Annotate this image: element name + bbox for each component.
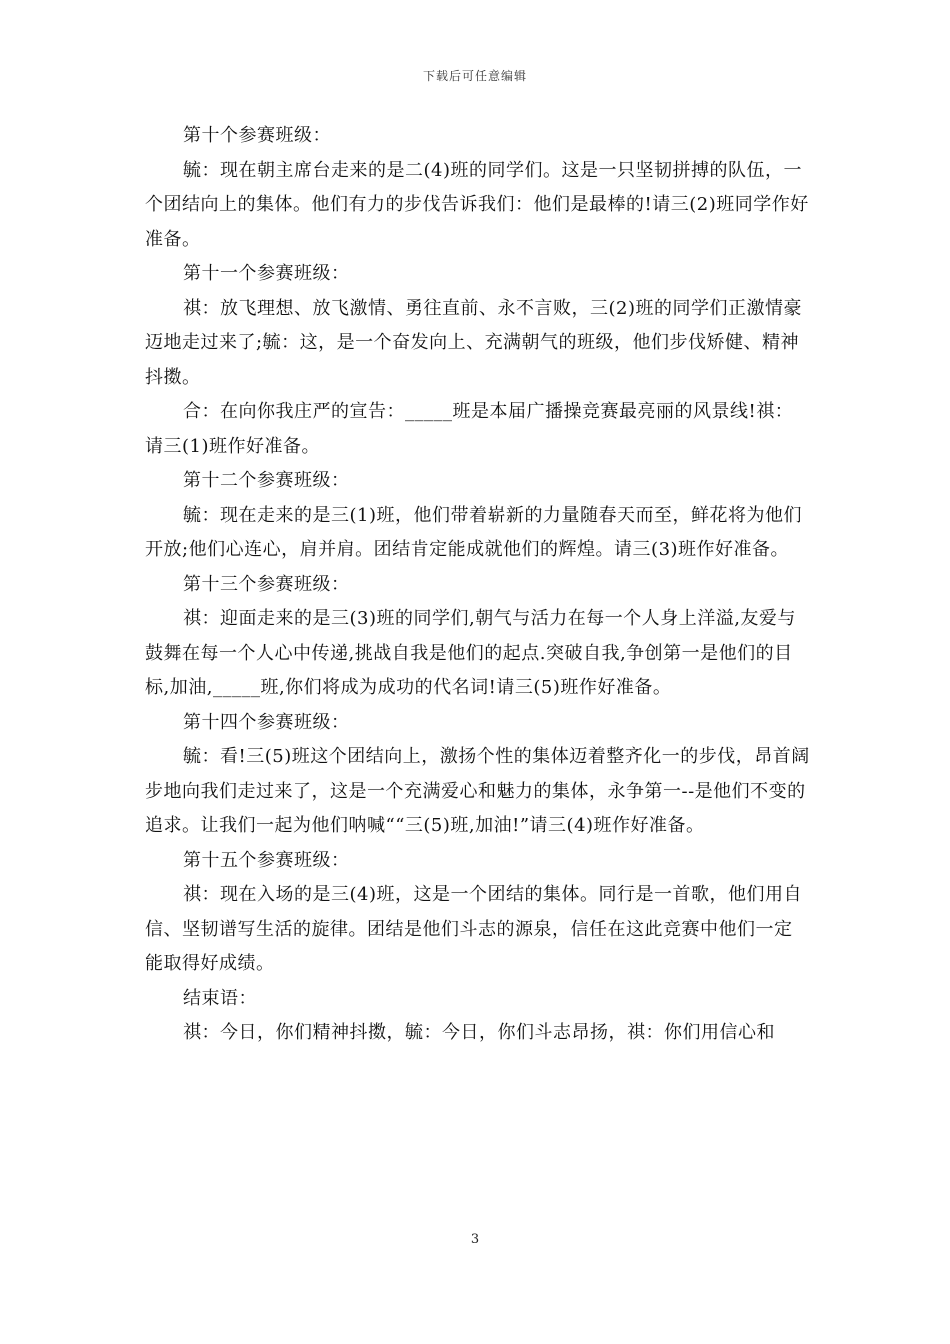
paragraph: 毓：看!三(5)班这个团结向上，激扬个性的集体迈着整齐化一的步伐，昂首阔步地向我们走过来了，这是一个充满爱心和魅力的集体，永争第一--是他们不变的追求。让我们一起为他们呐喊““三(5)班,加油!”请三(4)班作好准备。 bbox=[145, 746, 810, 836]
section-heading: 第十三个参赛班级： bbox=[183, 573, 350, 595]
paragraph: 祺：迎面走来的是三(3)班的同学们,朝气与活力在每一个人身上洋溢,友爱与鼓舞在每一个人心中传递,挑战自我是他们的起点.突破自我,争创第一是他们的目标,加油,_____班,你们将成为成功的代名词!请三(5)班作好准备。 bbox=[145, 608, 796, 698]
document-body bbox=[145, 119, 810, 1051]
page-number: 3 bbox=[470, 1232, 480, 1247]
paragraph: 祺：放飞理想、放飞激情、勇往直前、永不言败，三(2)班的同学们正激情豪迈地走过来了;毓：这，是一个奋发向上、充满朝气的班级，他们步伐矫健、精神抖擞。 bbox=[145, 297, 802, 388]
section-heading: 第十二个参赛班级： bbox=[183, 470, 350, 491]
section-heading: 第十个参赛班级： bbox=[183, 125, 331, 146]
paragraph: 毓：现在走来的是三(1)班，他们带着崭新的力量随春天而至，鲜花将为他们开放;他们心连心，肩并肩。团结肯定能成就他们的辉煌。请三(3)班作好准备。 bbox=[145, 504, 802, 560]
section-heading: 结束语： bbox=[183, 987, 257, 1009]
paragraph: 合：在向你我庄严的宣告：_____班是本届广播操竞赛最亮丽的风景线!祺：请三(1)班作好准备。 bbox=[145, 401, 794, 457]
paragraph: 祺：现在入场的是三(4)班，这是一个团结的集体。同行是一首歌，他们用自信、坚韧谱写生活的旋律。团结是他们斗志的源泉，信任在这此竞赛中他们一定能取得好成绩。 bbox=[145, 884, 802, 974]
section-heading: 第十五个参赛班级： bbox=[183, 849, 350, 871]
section-heading: 第十一个参赛班级： bbox=[183, 263, 350, 284]
section-heading: 第十四个参赛班级： bbox=[183, 711, 350, 733]
page-header: 下载后可任意编辑 bbox=[422, 69, 527, 83]
paragraph: 祺：今日，你们精神抖擞，毓：今日，你们斗志昂扬，祺：你们用信心和 bbox=[183, 1022, 775, 1043]
paragraph: 毓：现在朝主席台走来的是二(4)班的同学们。这是一只坚韧拼搏的队伍，一个团结向上的集体。他们有力的步伐告诉我们：他们是最棒的!请三(2)班同学作好准备。 bbox=[145, 159, 809, 250]
